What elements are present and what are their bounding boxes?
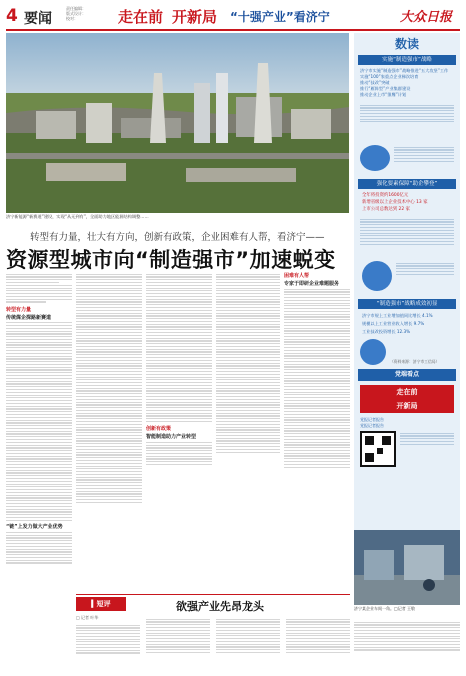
banner-part-b: 开新局 — [172, 8, 218, 26]
box1-item: 济宁市实施“制造强市”战略推进“五大攻坚”工作 — [360, 68, 449, 73]
box2-body-2 — [396, 261, 454, 291]
qr-item[interactable]: 党报记者报告 — [360, 423, 384, 428]
factory-workshop-image — [354, 530, 460, 605]
box3-list — [362, 312, 456, 336]
feature-col-2 — [146, 617, 210, 655]
subhead-4: 创新有政策 — [146, 426, 172, 433]
feature-title: 欲强产业先昂龙头 — [176, 600, 264, 613]
box2-body — [360, 217, 454, 257]
body-column-2 — [76, 272, 142, 592]
sidebar-bottom-text — [354, 620, 460, 670]
sidebar-data-panel — [354, 33, 460, 533]
box1-list — [360, 68, 456, 98]
box2-list — [362, 192, 456, 213]
box3-item: 工业技改投资增长 12.3% — [362, 329, 411, 334]
qr-code[interactable] — [360, 431, 396, 467]
subhead-2: 传统煤企探路新赛道 — [6, 314, 52, 321]
chart-icon — [360, 339, 386, 365]
feature-col-4 — [286, 617, 350, 655]
page-header — [6, 4, 460, 30]
box2-title: 强化要素保障“助企攀登” — [358, 179, 456, 189]
coin-icon — [362, 261, 392, 291]
header-rule — [6, 29, 460, 31]
box2-item: 新增省级以上企业技术中心 13 家 — [362, 200, 428, 205]
headline: 资源型城市向“制造强市”加速蜕变 — [6, 248, 336, 272]
page-number: 4 — [6, 6, 18, 26]
box1-body-2 — [394, 145, 454, 175]
body-column-5 — [284, 272, 350, 592]
gear-icon — [360, 145, 390, 171]
feature-author: □ 记者 叶华 — [76, 615, 99, 620]
subhead-3: “链”上发力做大产业优势 — [6, 523, 63, 530]
banner-part-a: 走在前 — [118, 8, 164, 26]
feature-tag: ▍短评 — [76, 597, 126, 611]
editor-info: 责任编辑： 版式设计： 校对： — [66, 6, 86, 21]
box3-item: 济宁市规上工业增加值同比增长 4.1% — [362, 313, 433, 318]
feature-col-3 — [216, 617, 280, 655]
section-title: 要闻 — [24, 11, 52, 27]
box3-title: “制造强市”战略成效初显 — [358, 299, 456, 309]
box1-item: 推动企业上市“雏鹰”计划 — [360, 92, 407, 97]
banner-part-c: “十强产业”看济宁 — [230, 10, 330, 24]
qr-items — [360, 417, 454, 429]
box1-body — [360, 103, 454, 143]
subtitle: 转型有力量，壮大有方向，创新有政策，企业困难有人帮，看济宁—— — [30, 232, 325, 243]
qr-section-title: 党端看点 — [358, 369, 456, 381]
subhead-5: 智能制造助力产业转型 — [146, 434, 197, 441]
theme-banner — [118, 5, 388, 27]
qr-item[interactable]: 党报记者报告 — [360, 417, 384, 422]
newspaper-logo: 大众日报 — [400, 10, 453, 25]
box2-item: 上市公司总数达到 22 家 — [362, 207, 410, 212]
feature-col-1 — [76, 623, 140, 655]
body-column-4 — [216, 272, 280, 592]
body-column-1 — [6, 272, 72, 672]
sidebar-source: （资料来源：济宁市工信局） — [390, 359, 440, 364]
sidebar-title: 数读 — [394, 37, 419, 51]
subhead-1: 转型有力量 — [6, 306, 32, 313]
box1-title: 实施“制造强市”战略 — [358, 55, 456, 65]
qr-logo: 走在前 开新局 — [360, 385, 454, 413]
box2-item: 全年将投资约1600亿元 — [362, 193, 409, 198]
main-photo — [6, 33, 349, 213]
body-column-3 — [146, 272, 212, 592]
feature-article — [76, 594, 350, 672]
box1-item: 推行“雁阵型”产业集群建设 — [360, 86, 411, 91]
industrial-park-image — [6, 33, 349, 213]
sidebar-photo-caption: 济宁某企业车间一角。□记者 王敬 — [354, 606, 416, 611]
subhead-7: 专家于即研企业难题服务 — [284, 281, 340, 287]
box3-item: 规模以上工业营业收入增长 9.7% — [362, 321, 425, 326]
box1-item: 推动“技改”突破 — [360, 80, 390, 85]
sidebar-photo — [354, 530, 460, 605]
box1-item: 实施“100”家重点企业梯次培育 — [360, 74, 419, 79]
photo-caption: 济宁新能源“新赛道”建设，实现“从无到有”，全面助力地区能源结构调整…… — [6, 214, 149, 219]
subhead-6: 困难有人帮 — [284, 273, 310, 279]
qr-desc — [400, 431, 454, 467]
